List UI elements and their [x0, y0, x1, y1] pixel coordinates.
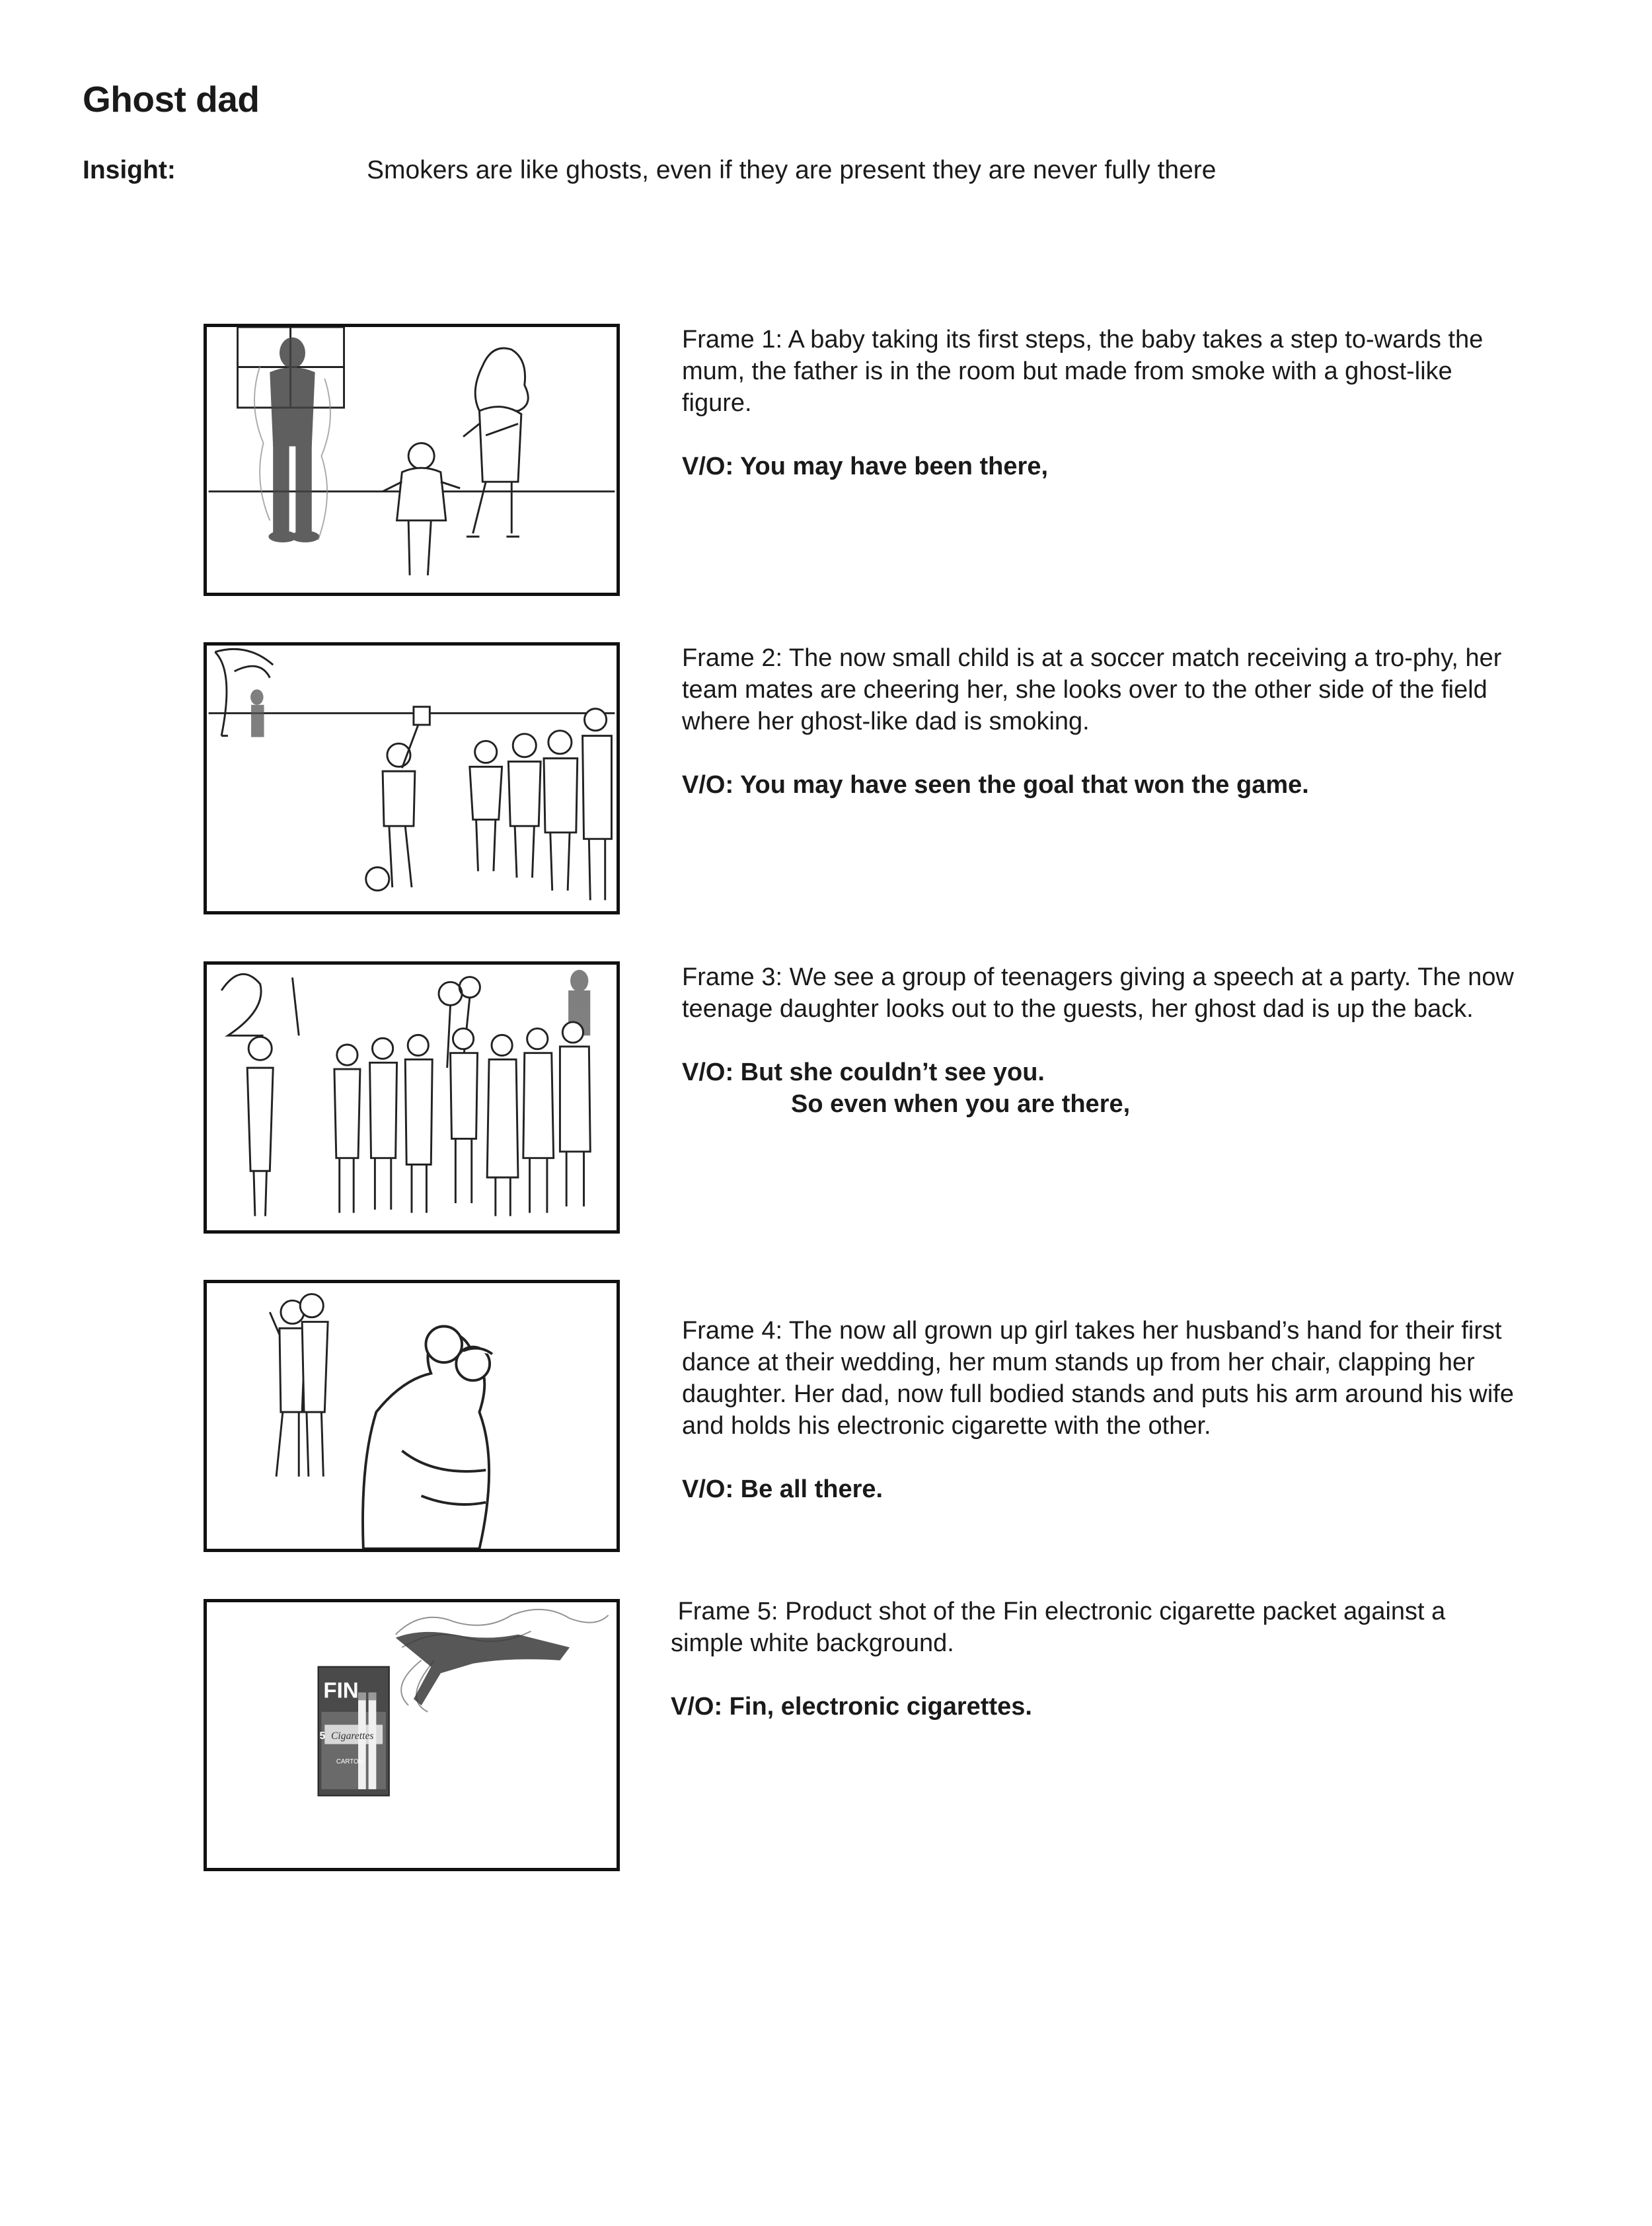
fin-pack-icon — [319, 1667, 389, 1796]
pack-maker: CARTON — [336, 1758, 363, 1765]
frame-4-text: Frame 4: The now all grown up girl takes her husband’s hand for their first dance at their wedding, her mum stands up from her chair, clapping her daughter. Her dad, now full bodied stands and puts his arm around his wife and holds his electronic cigarette with the other. — [682, 1317, 1514, 1440]
frame-5-text: Frame 5: Product shot of the Fin electronic cigarette packet against a simple white background. — [671, 1598, 1452, 1657]
frame-1-description — [682, 324, 1515, 482]
storyboard-frame-2-image — [204, 642, 620, 914]
frame-2-description — [682, 642, 1515, 801]
frame-2-voiceover: V/O: You may have seen the goal that won the game. — [682, 771, 1309, 799]
frame-4-voiceover: V/O: Be all there. — [682, 1475, 883, 1503]
frame-3-text: Frame 3: We see a group of teenagers giving a speech at a party. The now teenage daughter looks out to the guests, her ghost dad is up the back. — [682, 963, 1514, 1023]
storyboard-frame-4-image — [204, 1280, 620, 1552]
pack-count: 5 — [319, 1730, 326, 1742]
pack-brand: FIN — [323, 1678, 359, 1703]
page-title: Ghost dad — [83, 79, 260, 120]
frame-1-voiceover: V/O: You may have been there, — [682, 453, 1049, 480]
frame-3-description — [682, 961, 1515, 1120]
frame-5-description — [671, 1596, 1503, 1723]
pack-label: Cigarettes — [331, 1730, 374, 1742]
frame-5-voiceover: V/O: Fin, electronic cigarettes. — [671, 1693, 1032, 1721]
insight-text: Smokers are like ghosts, even if they are present they are never fully there — [367, 156, 1217, 184]
frame-3-voiceover-line-2: So even when you are there, — [791, 1090, 1131, 1118]
insight-label: Insight: — [83, 156, 176, 184]
storyboard-frame-1-image — [204, 324, 620, 596]
frame-1-text: Frame 1: A baby taking its first steps, the baby takes a step to-wards the mum, the father is in the room but made from smoke with a ghost-like figure. — [682, 326, 1483, 417]
frame-4-description — [682, 1315, 1515, 1505]
frame-2-text: Frame 2: The now small child is at a soccer match receiving a tro-phy, her team mates are cheering her, she looks over to the other side of the field where her ghost-like dad is smoking. — [682, 644, 1502, 735]
frame-3-voiceover: V/O: But she couldn’t see you. — [682, 1058, 1045, 1086]
storyboard-frame-3-image — [204, 961, 620, 1234]
storyboard-frame-5-image — [204, 1599, 620, 1871]
